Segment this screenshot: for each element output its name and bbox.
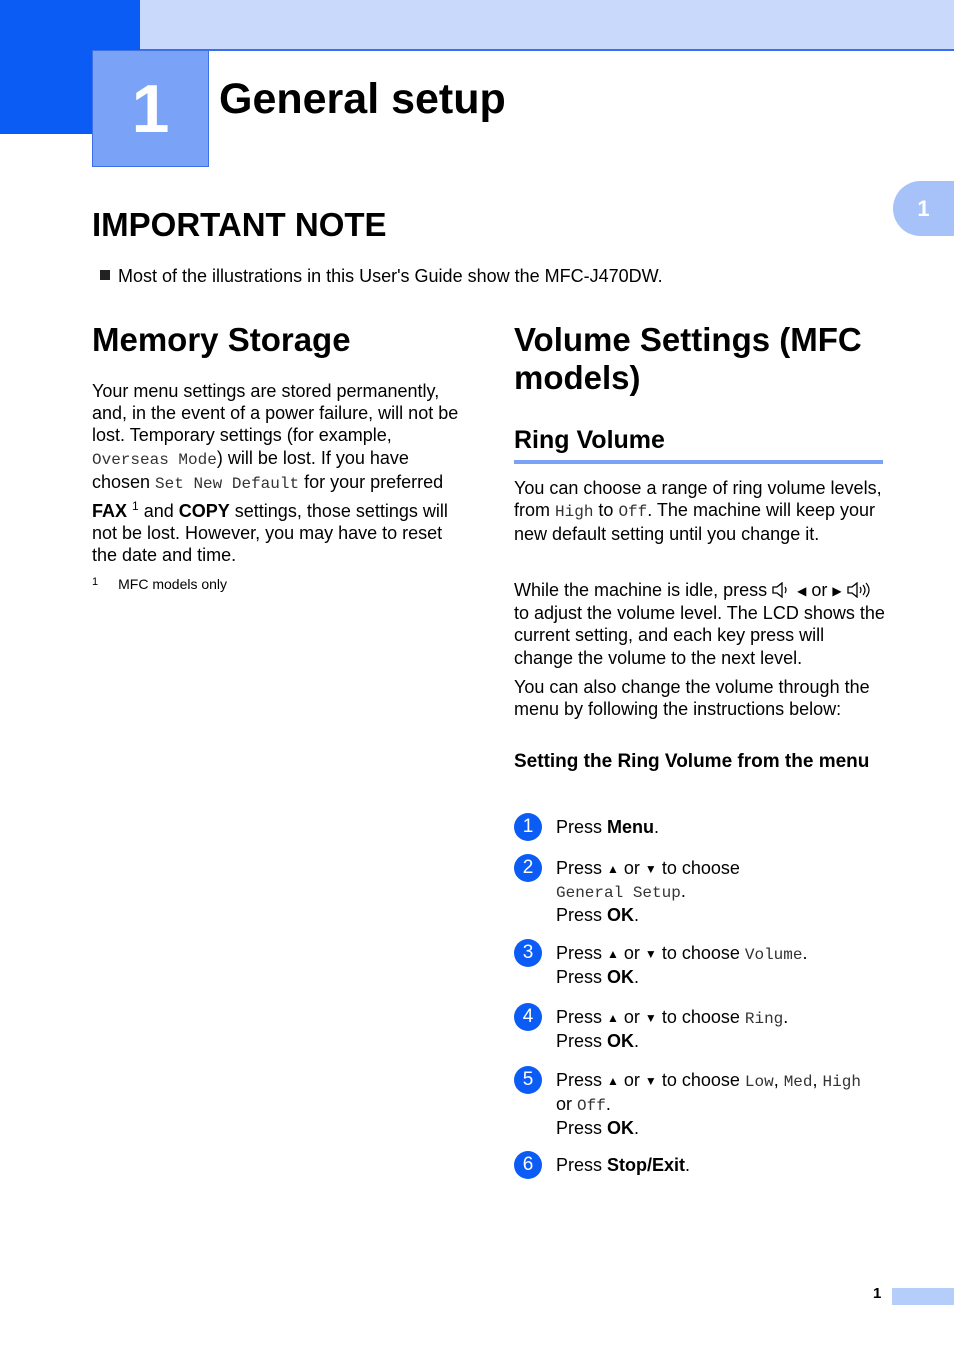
up-arrow-icon: ▲: [607, 947, 619, 961]
up-arrow-icon: ▲: [607, 1011, 619, 1025]
footnote-ref: 1: [132, 499, 139, 514]
memory-storage-body: Your menu settings are stored permanently, and, in the event of a power failure, will not be lost. Temporary settings (for example, Overseas Mode) will be lost. If you have chosen Set New Default for your preferred FAX $^1$ and COPY settings, those settings will not be lost. However, you may have to reset the date and time.: [92, 381, 459, 566]
section-rule: [514, 460, 883, 464]
page-number: 1: [873, 1285, 882, 1302]
ring-volume-keys: While the machine is idle, press ◀ or ▶ to adjust the volume level. The LCD shows the current setting, and each key press will change the volume to the next level.: [514, 580, 885, 668]
up-arrow-icon: ▲: [607, 1074, 619, 1088]
important-note-heading: IMPORTANT NOTE: [92, 206, 387, 243]
step-1: 1 Press Menu.: [514, 816, 894, 840]
step-5: 5 Press ▲ or ▼ to choose Low, Med, High or Off. Press OK.: [514, 1069, 894, 1139]
step-4: 4 Press ▲ or ▼ to choose Ring. Press OK.: [514, 1006, 894, 1052]
bullet-square-icon: [100, 270, 110, 280]
step-number-badge: 2: [514, 854, 542, 882]
header-band: [0, 0, 954, 51]
chapter-side-tab: 1: [893, 181, 954, 236]
chapter-number: 1: [131, 70, 170, 147]
ring-volume-heading: Ring Volume: [514, 426, 665, 454]
step-number-badge: 5: [514, 1066, 542, 1094]
step-number-badge: 4: [514, 1003, 542, 1031]
chapter-number-box: [92, 50, 209, 167]
down-arrow-icon: ▼: [644, 862, 657, 876]
volume-settings-heading: Volume Settings (MFC models): [514, 321, 862, 396]
speaker-high-icon: [847, 582, 871, 598]
left-arrow-icon: ◀: [797, 584, 807, 598]
footnote: $^1$ MFC models only: [92, 576, 228, 592]
down-arrow-icon: ▼: [644, 947, 657, 961]
step-3: 3 Press ▲ or ▼ to choose Volume. Press OK.: [514, 942, 894, 988]
down-arrow-icon: ▼: [644, 1074, 657, 1088]
speaker-low-icon: [772, 582, 792, 598]
step-6: 6 Press Stop/Exit.: [514, 1154, 894, 1178]
step-number-badge: 1: [514, 813, 542, 841]
up-arrow-icon: ▲: [607, 862, 619, 876]
step-number-badge: 3: [514, 939, 542, 967]
setting-ring-volume-heading: Setting the Ring Volume from the menu: [514, 751, 870, 772]
step-2: 2 Press ▲ or ▼ to choose General Setup. Press OK.: [514, 857, 894, 927]
chapter-title: General setup: [219, 75, 506, 123]
ring-volume-menu-intro: You can also change the volume through the menu by following the instructions below:: [514, 677, 870, 720]
memory-storage-heading: Memory Storage: [92, 321, 351, 358]
page-number-tab: [892, 1288, 954, 1305]
right-arrow-icon: ▶: [832, 584, 842, 598]
ring-volume-intro: You can choose a range of ring volume levels, from High to Off. The machine will keep your new default setting until you change it.: [514, 478, 882, 545]
step-number-badge: 6: [514, 1151, 542, 1179]
important-note-item: Most of the illustrations in this User's Guide show the MFC-J470DW.: [100, 265, 663, 287]
down-arrow-icon: ▼: [644, 1011, 657, 1025]
